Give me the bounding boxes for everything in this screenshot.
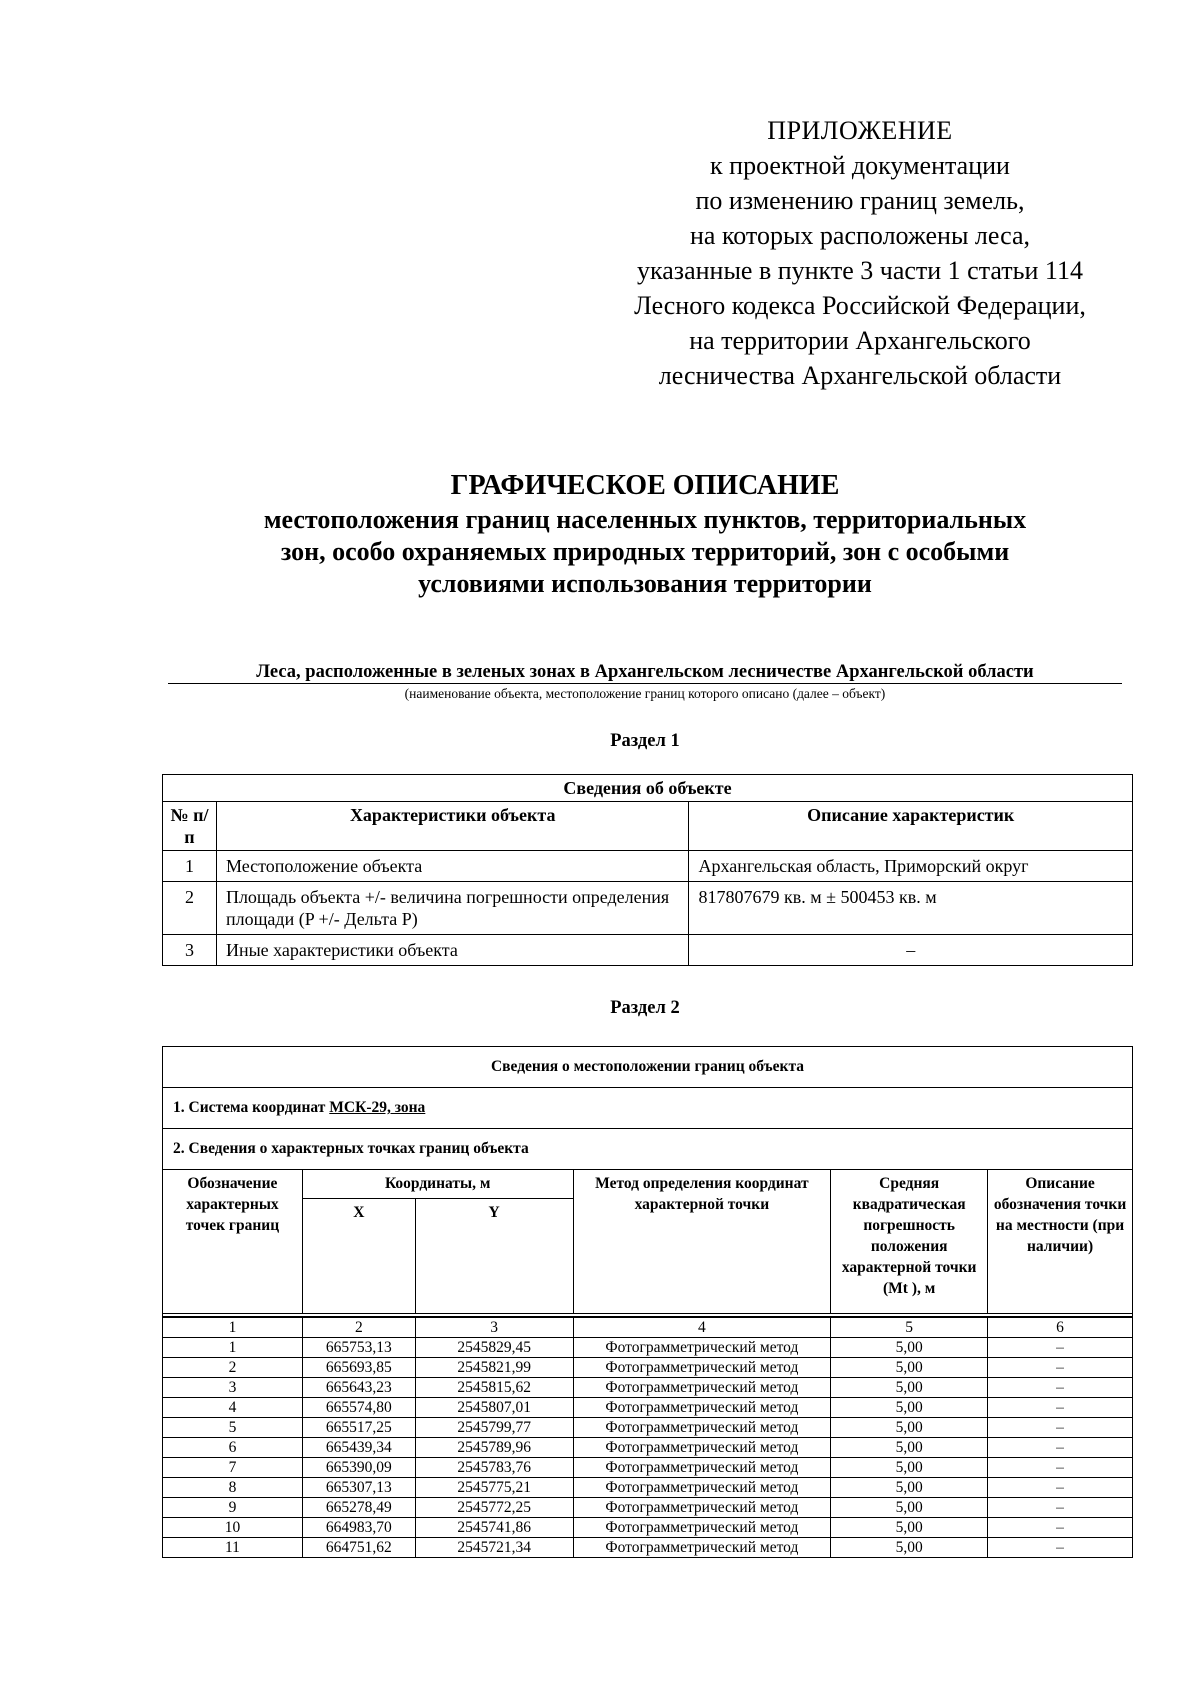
point-description: – [988,1518,1133,1538]
x-coordinate: 664983,70 [302,1518,415,1538]
object-info-title: Сведения об объекте [163,775,1133,802]
row-name: Иные характеристики объекта [216,935,689,966]
method: Фотограмметрический метод [573,1458,831,1478]
document-subtitle-line: местоположения границ населенных пунктов, территориальных [263,505,1027,534]
point-description: – [988,1378,1133,1398]
column-index: 2 [302,1317,415,1338]
boundary-points-table [162,1046,1133,1558]
appendix-title: ПРИЛОЖЕНИЕ [767,116,953,145]
table-row [163,1398,1133,1418]
point-number: 6 [163,1438,303,1458]
table-row [163,1338,1133,1358]
point-description: – [988,1438,1133,1458]
point-description: – [988,1498,1133,1518]
object-info-table [162,774,1133,966]
row-number: 1 [163,851,217,882]
boundary-table-title: Сведения о местоположении границ объекта [163,1047,1133,1088]
points-title: 2. Сведения о характерных точках границ объекта [163,1129,1133,1170]
x-coordinate: 665643,23 [302,1378,415,1398]
method: Фотограмметрический метод [573,1438,831,1458]
mean-error: 5,00 [831,1398,988,1418]
point-number: 5 [163,1418,303,1438]
y-coordinate: 2545783,76 [415,1458,573,1478]
appendix-block [580,113,1140,393]
x-coordinate: 664751,62 [302,1538,415,1558]
x-coordinate: 665307,13 [302,1478,415,1498]
object-name: Леса, расположенные в зеленых зонах в Архангельском лесничестве Архангельской области [168,661,1122,684]
x-coordinate: 665278,49 [302,1498,415,1518]
header-method: Метод определения координат характерной точки [573,1170,831,1314]
column-index: 1 [163,1317,303,1338]
method: Фотограмметрический метод [573,1338,831,1358]
y-coordinate: 2545807,01 [415,1398,573,1418]
point-number: 2 [163,1358,303,1378]
y-coordinate: 2545815,62 [415,1378,573,1398]
appendix-line: по изменению границ земель, [695,186,1025,215]
row-value: 817807679 кв. м ± 500453 кв. м [689,882,1133,935]
point-number: 11 [163,1538,303,1558]
table-row [163,1498,1133,1518]
table-row [163,1418,1133,1438]
x-coordinate: 665439,34 [302,1438,415,1458]
point-description: – [988,1478,1133,1498]
column-index: 6 [988,1317,1133,1338]
appendix-line: на территории Архангельского [689,326,1031,355]
table-row [163,1478,1133,1498]
document-subtitle-line: зон, особо охраняемых природных территорий, зон с особыми [280,537,1010,566]
mean-error: 5,00 [831,1418,988,1438]
header-number: № п/п [163,802,217,851]
method: Фотограмметрический метод [573,1358,831,1378]
object-caption: (наименование объекта, местоположение границ которого описано (далее – объект) [404,686,886,701]
point-number: 3 [163,1378,303,1398]
x-coordinate: 665574,80 [302,1398,415,1418]
row-number: 3 [163,935,217,966]
mean-error: 5,00 [831,1458,988,1478]
method: Фотограмметрический метод [573,1398,831,1418]
mean-error: 5,00 [831,1358,988,1378]
point-number: 4 [163,1398,303,1418]
table-row [163,851,1133,882]
appendix-line: лесничества Архангельской области [658,361,1062,390]
coordinate-system-name: МСК-29, зона [329,1099,426,1116]
point-description: – [988,1538,1133,1558]
appendix-line: на которых расположены леса, [690,221,1030,250]
table-row [163,882,1133,935]
mean-error: 5,00 [831,1518,988,1538]
row-value: Архангельская область, Приморский округ [689,851,1133,882]
y-coordinate: 2545772,25 [415,1498,573,1518]
method: Фотограмметрический метод [573,1418,831,1438]
appendix-line: к проектной документации [710,151,1010,180]
mean-error: 5,00 [831,1378,988,1398]
table-row [163,1538,1133,1558]
x-coordinate: 665693,85 [302,1358,415,1378]
point-description: – [988,1398,1133,1418]
header-coords: Координаты, м [302,1170,573,1199]
y-coordinate: 2545721,34 [415,1538,573,1558]
table-row [163,935,1133,966]
document-heading: ГРАФИЧЕСКОЕ ОПИСАНИЕ [450,470,840,501]
point-number: 10 [163,1518,303,1538]
coordinate-system [163,1088,1133,1129]
section-1-label: Раздел 1 [610,731,680,751]
y-coordinate: 2545775,21 [415,1478,573,1498]
column-index: 3 [415,1317,573,1338]
header-y: Y [415,1199,573,1314]
method: Фотограмметрический метод [573,1378,831,1398]
column-index: 5 [831,1317,988,1338]
x-coordinate: 665517,25 [302,1418,415,1438]
header-designation: Обозначение характерных точек границ [163,1170,303,1314]
x-coordinate: 665753,13 [302,1338,415,1358]
x-coordinate: 665390,09 [302,1458,415,1478]
point-number: 9 [163,1498,303,1518]
method: Фотограмметрический метод [573,1518,831,1538]
coordinate-system-prefix: 1. Система координат [173,1099,330,1116]
y-coordinate: 2545799,77 [415,1418,573,1438]
mean-error: 5,00 [831,1478,988,1498]
appendix-line: указанные в пункте 3 части 1 статьи 114 [637,256,1083,285]
mean-error: 5,00 [831,1538,988,1558]
row-name: Площадь объекта +/- величина погрешности определения площади (P +/- Дельта P) [216,882,689,935]
row-number: 2 [163,882,217,935]
column-index: 4 [573,1317,831,1338]
header-point-description: Описание обозначения точки на местности (при наличии) [988,1170,1133,1314]
point-description: – [988,1338,1133,1358]
point-number: 7 [163,1458,303,1478]
header-x: X [302,1199,415,1314]
table-row [163,1458,1133,1478]
mean-error: 5,00 [831,1438,988,1458]
column-index-row [163,1317,1133,1338]
point-description: – [988,1358,1133,1378]
mean-error: 5,00 [831,1338,988,1358]
point-number: 1 [163,1338,303,1358]
header-characteristics: Характеристики объекта [216,802,689,851]
mean-error: 5,00 [831,1498,988,1518]
point-number: 8 [163,1478,303,1498]
y-coordinate: 2545789,96 [415,1438,573,1458]
appendix-line: Лесного кодекса Российской Федерации, [634,291,1086,320]
coordinate-rows [163,1338,1133,1558]
row-name: Местоположение объекта [216,851,689,882]
method: Фотограмметрический метод [573,1538,831,1558]
table-row [163,1358,1133,1378]
row-value: – [689,935,1133,966]
document-subtitle-line: условиями использования территории [418,569,872,598]
point-description: – [988,1418,1133,1438]
y-coordinate: 2545829,45 [415,1338,573,1358]
document-title [150,470,1140,600]
point-description: – [988,1458,1133,1478]
y-coordinate: 2545741,86 [415,1518,573,1538]
header-error: Средняя квадратическая погрешность положения характерной точки (Mt ), м [831,1170,988,1314]
table-row [163,1378,1133,1398]
method: Фотограмметрический метод [573,1498,831,1518]
header-description: Описание характеристик [689,802,1133,851]
table-row [163,1438,1133,1458]
y-coordinate: 2545821,99 [415,1358,573,1378]
table-row [163,1518,1133,1538]
section-2-label: Раздел 2 [610,998,680,1018]
method: Фотограмметрический метод [573,1478,831,1498]
